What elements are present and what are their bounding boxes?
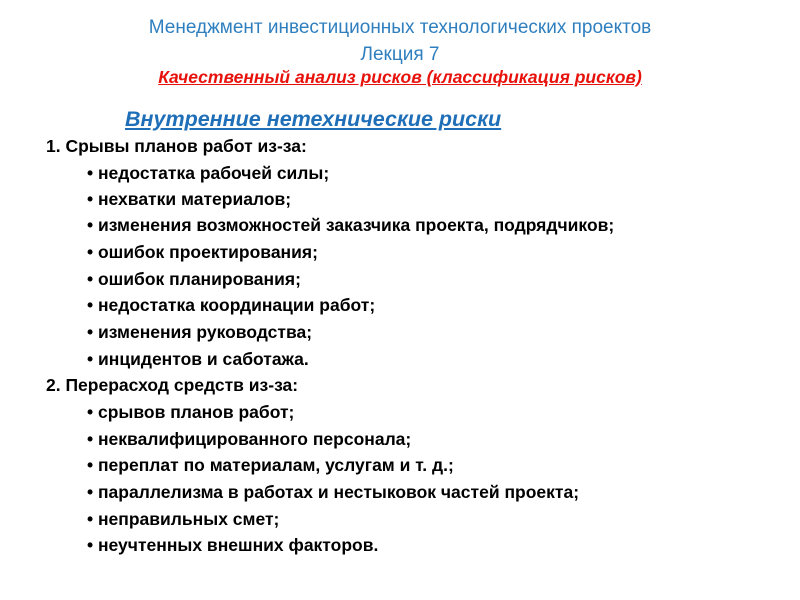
risk-list-item: • изменения возможностей заказчика проекта, подрядчиков; <box>87 215 615 235</box>
risk-list-item: • ошибок проектирования; <box>87 242 318 262</box>
risk-group-title: 2. Перерасход средств из-за: <box>46 375 299 395</box>
risk-list-item: • нехватки материалов; <box>87 189 292 209</box>
risk-list-item: • срывов планов работ; <box>87 402 295 422</box>
risk-list-item: • неправильных смет; <box>87 509 280 529</box>
risk-list-item: • переплат по материалам, услугам и т. д.; <box>87 455 454 475</box>
risk-list-item: • неквалифицированного персонала; <box>87 429 412 449</box>
course-title: Менеджмент инвестиционных технологических проектов <box>148 17 652 38</box>
risk-list-item: • изменения руководства; <box>87 322 313 342</box>
slide-subtitle-text: Качественный анализ рисков (классификация рисков) <box>158 67 642 87</box>
risk-list-item: • недостатка рабочей силы; <box>87 163 330 183</box>
lecture-number: Лекция 7 <box>360 44 440 65</box>
risk-list-item: • инцидентов и саботажа. <box>87 349 309 369</box>
risk-list-item: • ошибок планирования; <box>87 269 301 289</box>
section-heading: Внутренние нетехнические риски <box>125 107 502 131</box>
risk-list-item: • недостатка координации работ; <box>87 295 376 315</box>
risk-list-item: • неучтенных внешних факторов. <box>87 535 379 555</box>
risk-list-item: • параллелизма в работах и нестыковок частей проекта; <box>87 482 580 502</box>
risk-group-title: 1. Срывы планов работ из-за: <box>46 136 307 156</box>
